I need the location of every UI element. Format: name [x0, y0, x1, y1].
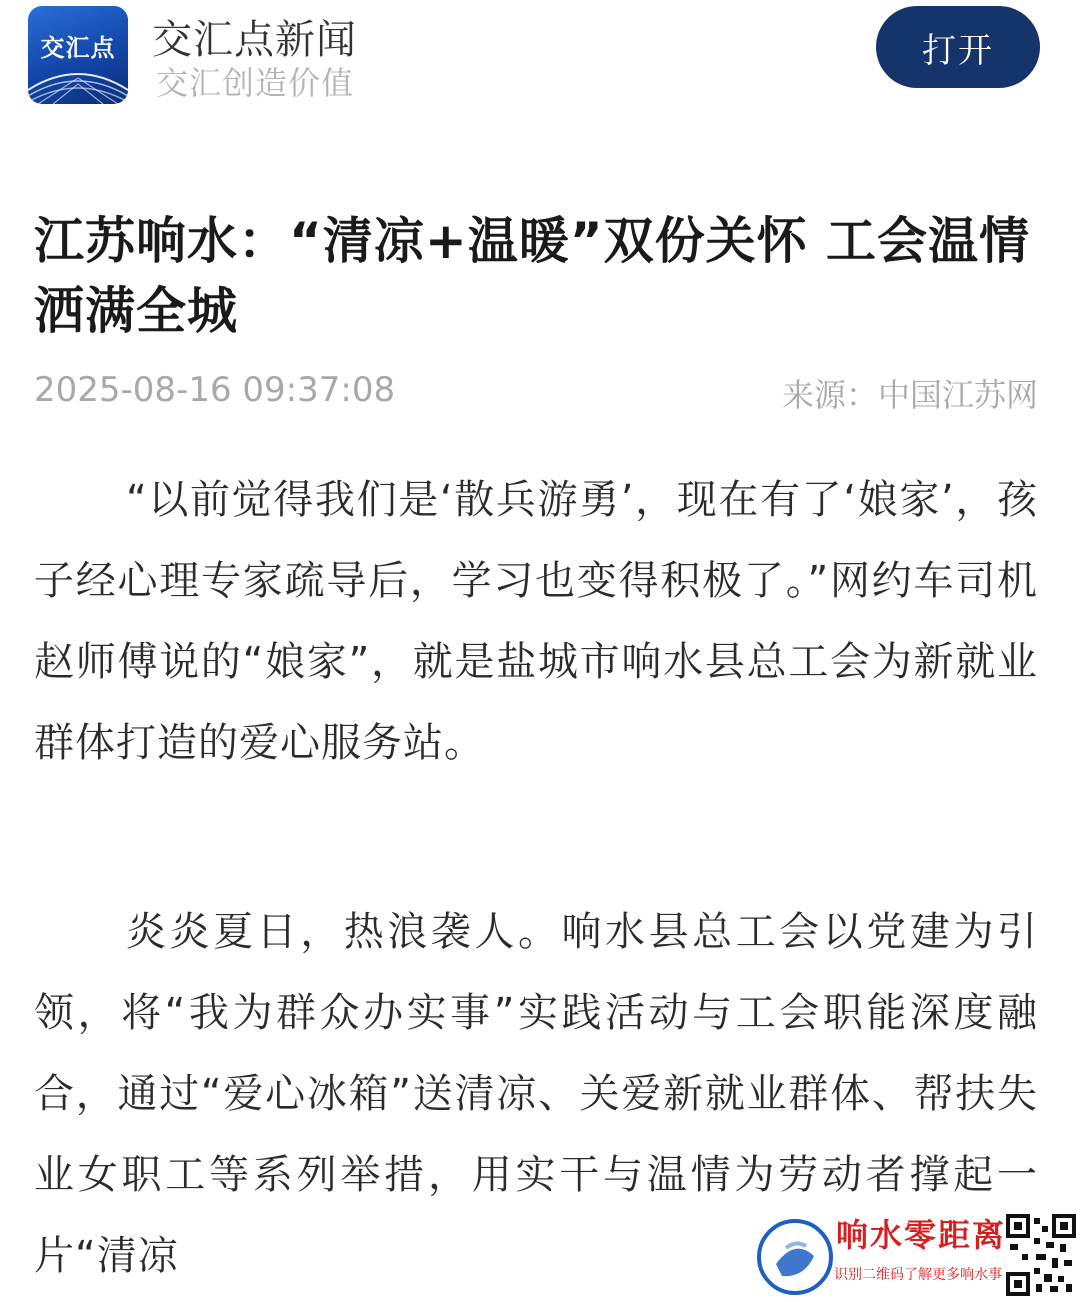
app-logo-text: 交汇点 — [40, 33, 116, 62]
article-paragraph: “以前觉得我们是‘散兵游勇’，现在有了‘娘家’，孩子经心理专家疏导后，学习也变得积极了。”网约车司机赵师傅说的“娘家”，就是盐城市响水县总工会为新就业群体打造的爱心服务站。 — [34, 477, 1038, 766]
watermark-subtitle: 识别二维码了解更多响水事 — [834, 1267, 1002, 1283]
article-title: 江苏响水：“清凉+温暖”双份关怀 工会温情洒满全城 — [34, 212, 1031, 340]
app-slogan: 交汇创造价值 — [156, 64, 355, 102]
publish-time: 2025-08-16 09:37:08 — [34, 370, 396, 410]
bridge-icon — [28, 60, 128, 104]
watermark-title: 响水零距离 — [836, 1216, 1007, 1254]
open-app-button[interactable]: 打开 — [876, 6, 1040, 88]
qr-code-icon — [1006, 1214, 1076, 1296]
watermark — [752, 1204, 1080, 1302]
article-source: 来源：中国江苏网 — [781, 376, 1038, 414]
app-logo[interactable] — [28, 6, 128, 104]
article-paragraph: 炎炎夏日，热浪袭人。响水县总工会以党建为引领，将“我为群众办实事”实践活动与工会职能深度融合，通过“爱心冰箱”送清凉、关爱新就业群体、帮扶失业女职工等系列举措，用实干与温情为劳动者撑起一片“清凉 — [34, 909, 1038, 1279]
article-meta — [34, 370, 1038, 420]
app-download-banner — [0, 0, 1080, 120]
watermark-emblem-icon — [756, 1218, 834, 1296]
app-name: 交汇点新闻 — [152, 17, 357, 63]
